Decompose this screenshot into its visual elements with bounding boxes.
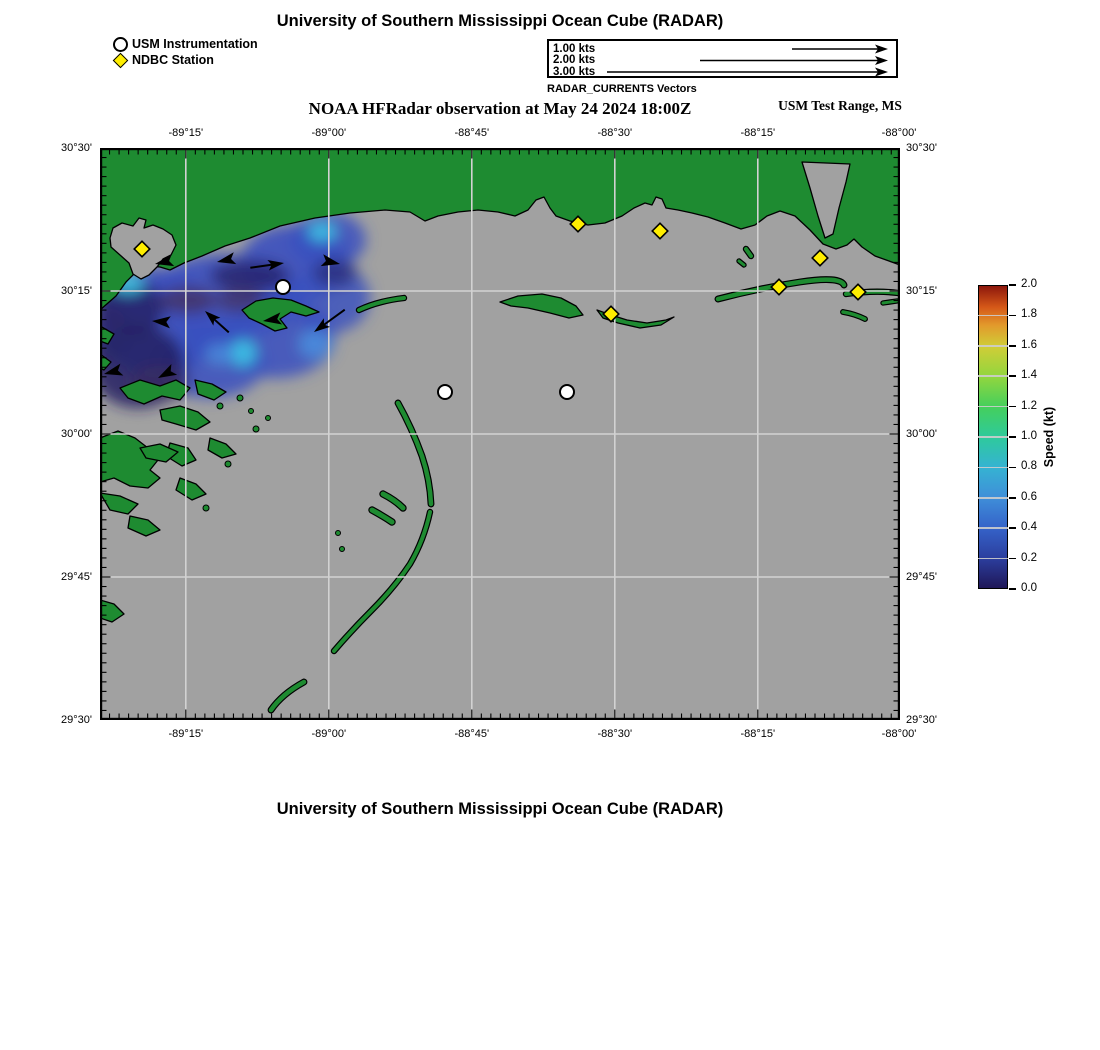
- ndbc-diamond-icon: [110, 55, 130, 66]
- y-axis-label-right: 30°15': [906, 284, 937, 297]
- scale-entry-label: 3.00 kts: [553, 65, 596, 78]
- colorbar-tick: [1009, 527, 1016, 529]
- colorbar-tick-label: 1.2: [1021, 399, 1037, 412]
- vector-scale-box: [547, 39, 898, 78]
- x-axis-label-top: -89°00': [311, 127, 347, 139]
- colorbar-segment-line: [978, 558, 1008, 560]
- colorbar-tick-label: 0.2: [1021, 551, 1037, 564]
- colorbar-segment-line: [978, 497, 1008, 499]
- islet: [217, 403, 223, 409]
- legend-item-usm: [110, 36, 258, 52]
- islet: [336, 531, 341, 536]
- vector-scale-caption: RADAR_CURRENTS Vectors: [547, 83, 697, 95]
- usm-station-marker: [276, 280, 290, 294]
- colorbar-tick: [1009, 345, 1016, 347]
- islet: [253, 426, 259, 432]
- y-axis-label-left: 29°45': [61, 570, 92, 583]
- x-axis-label-bottom: -88°15': [740, 728, 776, 740]
- colorbar-segment-line: [978, 375, 1008, 377]
- y-axis-label-left: 29°30': [61, 713, 92, 726]
- legend-label: NDBC Station: [132, 53, 214, 67]
- map-title: NOAA HFRadar observation at May 24 2024 18:00Z: [308, 99, 692, 118]
- colorbar-tick: [1009, 467, 1016, 469]
- colorbar-tick: [1009, 315, 1016, 317]
- scale-arrows: [549, 41, 896, 76]
- y-axis-label-right: 29°45': [906, 570, 937, 583]
- colorbar-segment-line: [978, 406, 1008, 408]
- islet: [266, 416, 271, 421]
- bottom-title: University of Southern Mississippi Ocean Cube (RADAR): [276, 800, 724, 818]
- x-axis-label-bottom: -89°00': [311, 728, 347, 740]
- colorbar-segment-line: [978, 315, 1008, 317]
- top-title: University of Southern Mississippi Ocean Cube (RADAR): [276, 12, 724, 30]
- y-axis-label-right: 30°30': [906, 142, 937, 154]
- usm-station-marker: [560, 385, 574, 399]
- colorbar-tick: [1009, 436, 1016, 438]
- y-axis-label-right: 30°00': [906, 427, 937, 440]
- colorbar-tick: [1009, 588, 1016, 590]
- islet: [225, 461, 231, 467]
- map-canvas: [100, 148, 900, 720]
- y-axis-label-left: 30°30': [61, 142, 92, 154]
- colorbar-segment-line: [978, 467, 1008, 469]
- x-axis-label-top: -88°45': [454, 127, 490, 139]
- heat-blob: [299, 330, 331, 358]
- scale-entry-label: 1.00 kts: [553, 42, 596, 55]
- x-axis-label-top: -88°30': [597, 127, 633, 139]
- colorbar-segment-line: [978, 527, 1008, 529]
- marker-legend: [110, 36, 258, 68]
- colorbar-tick-label: 1.6: [1021, 338, 1037, 351]
- colorbar-tick: [1009, 375, 1016, 377]
- x-axis-label-top: -89°15': [168, 127, 204, 139]
- colorbar-tick: [1009, 558, 1016, 560]
- colorbar-tick: [1009, 406, 1016, 408]
- colorbar-tick-label: 1.4: [1021, 369, 1037, 382]
- colorbar-segment-line: [978, 345, 1008, 347]
- y-axis-label-left: 30°00': [61, 427, 92, 440]
- usm-circle-icon: [110, 37, 130, 52]
- x-axis-label-bottom: -89°15': [168, 728, 204, 740]
- y-axis-label-right: 29°30': [906, 713, 937, 726]
- colorbar-tick-label: 1.8: [1021, 308, 1037, 321]
- colorbar-tick-label: 0.8: [1021, 460, 1037, 473]
- scale-entry-label: 2.00 kts: [553, 54, 596, 66]
- x-axis-label-bottom: -88°45': [454, 728, 490, 740]
- islet: [249, 409, 254, 414]
- colorbar-tick: [1009, 497, 1016, 499]
- islet: [237, 395, 243, 401]
- y-axis-label-left: 30°15': [61, 284, 92, 297]
- colorbar-title: Speed (kt): [1042, 406, 1056, 468]
- x-axis-label-bottom: -88°30': [597, 728, 633, 740]
- range-label: USM Test Range, MS: [778, 98, 902, 113]
- island: [883, 301, 897, 303]
- colorbar-tick-label: 2.0: [1021, 278, 1037, 290]
- islet: [203, 505, 209, 511]
- islet: [340, 547, 345, 552]
- legend-item-ndbc: [110, 52, 258, 68]
- colorbar-tick-label: 1.0: [1021, 430, 1037, 442]
- colorbar-tick-label: 0.4: [1021, 521, 1037, 534]
- map-plot: [100, 148, 900, 720]
- colorbar-tick-label: 0.6: [1021, 490, 1037, 503]
- colorbar-tick-label: 0.0: [1021, 582, 1037, 594]
- heat-blob: [206, 344, 234, 364]
- usm-station-marker: [438, 385, 452, 399]
- x-axis-label-top: -88°15': [740, 127, 776, 139]
- heat-blob: [308, 223, 336, 241]
- legend-label: USM Instrumentation: [132, 37, 258, 51]
- x-axis-label-top: -88°00': [881, 127, 917, 139]
- x-axis-label-bottom: -88°00': [881, 728, 917, 740]
- colorbar-tick: [1009, 284, 1016, 286]
- colorbar-segment-line: [978, 436, 1008, 438]
